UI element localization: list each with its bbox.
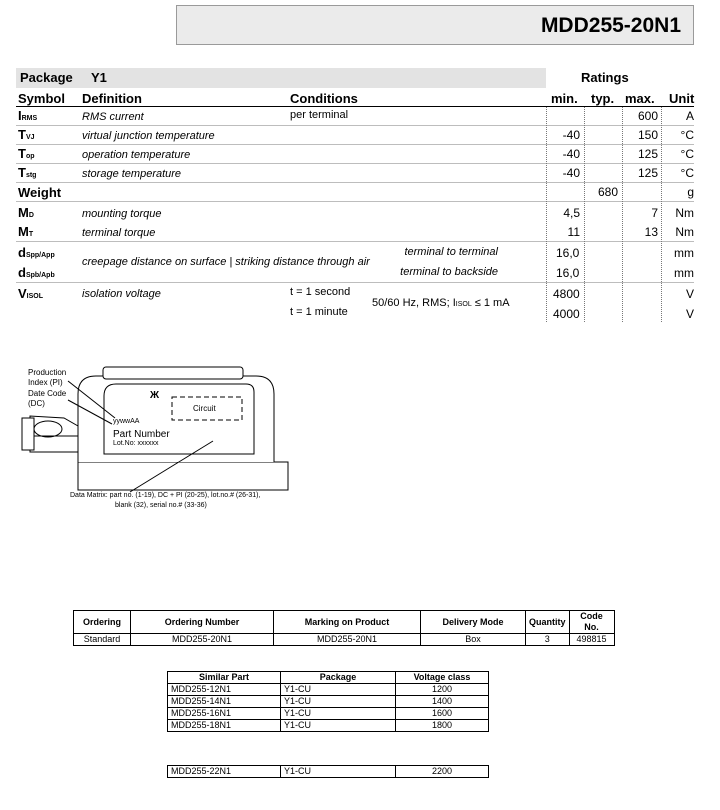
ordering-cell: Standard	[74, 634, 131, 646]
min-tstg: -40	[562, 166, 580, 180]
min-creep-1: 16,0	[556, 246, 580, 260]
max-tstg: 125	[637, 166, 658, 180]
similar-cell: MDD255-22N1	[168, 766, 281, 778]
symbol-top: Top	[18, 146, 35, 161]
yywwaa-label: yywwAA	[113, 418, 140, 425]
ordering-cell: 3	[526, 634, 570, 646]
table-row	[168, 766, 489, 778]
similar-header: Voltage class	[396, 672, 489, 684]
similar-cell: 1800	[396, 720, 489, 732]
max-irms: 600	[637, 109, 658, 123]
def-tstg: storage temperature	[82, 168, 182, 180]
similar-header-row	[168, 672, 489, 684]
symbol-dspp: dSpp/App	[18, 245, 55, 260]
ordering-header: Ordering Number	[131, 611, 274, 634]
table-row	[168, 720, 489, 732]
min-top: -40	[562, 147, 580, 161]
col-conditions: Conditions	[290, 91, 358, 106]
part-number-label: Part Number	[113, 429, 170, 440]
min-creep-2: 16,0	[556, 266, 580, 280]
similar-cell: 1200	[396, 684, 489, 696]
def-md: mounting torque	[82, 208, 162, 220]
ul-mark: Ж	[150, 390, 160, 401]
similar-cell: Y1-CU	[281, 696, 396, 708]
cond-frequency: 50/60 Hz, RMS; IISOL ≤ 1 mA	[372, 297, 510, 309]
base-plate	[78, 462, 288, 490]
col-typ: typ.	[591, 91, 615, 106]
symbol-tvj: TVJ	[18, 127, 35, 142]
col-min: min.	[551, 91, 578, 106]
symbol-irms: IRMS	[18, 108, 38, 123]
min-tvj: -40	[562, 128, 580, 142]
col-definition: Definition	[82, 91, 142, 106]
package-name: Y1	[91, 70, 107, 85]
def-top: operation temperature	[82, 149, 191, 161]
cond-terminal-to-backside: terminal to backside	[400, 266, 498, 278]
module-top	[103, 367, 243, 379]
unit-mt: Nm	[675, 225, 694, 239]
similar-cell: MDD255-18N1	[168, 720, 281, 732]
ordering-cell: 498815	[569, 634, 614, 646]
ordering-cell: Box	[421, 634, 526, 646]
date-code-label: Date Code (DC)	[28, 389, 67, 408]
col-max: max.	[625, 91, 655, 106]
unit-creep-1: mm	[674, 246, 694, 260]
ordering-table	[73, 610, 615, 646]
similar-header: Similar Part	[168, 672, 281, 684]
unit-visol-1: V	[685, 287, 694, 301]
unit-md: Nm	[675, 206, 694, 220]
min-visol-2: 4000	[553, 307, 580, 321]
ordering-header: Quantity	[526, 611, 570, 634]
table-row	[168, 696, 489, 708]
similar-cell: Y1-CU	[281, 720, 396, 732]
ordering-cell: MDD255-20N1	[274, 634, 421, 646]
table-row	[74, 634, 615, 646]
unit-weight: g	[687, 185, 694, 199]
typ-weight: 680	[597, 185, 618, 199]
def-tvj: virtual junction temperature	[82, 130, 215, 142]
cond-1-minute: t = 1 minute	[290, 306, 348, 318]
production-index-label: Production Index (PI)	[28, 368, 67, 387]
similar-cell: MDD255-16N1	[168, 708, 281, 720]
ordering-cell: MDD255-20N1	[131, 634, 274, 646]
ratings-label: Ratings	[581, 70, 629, 85]
similar-cell: MDD255-12N1	[168, 684, 281, 696]
symbol-dspb: dSpb/Apb	[18, 265, 55, 280]
table-row	[168, 708, 489, 720]
col-unit: Unit	[669, 91, 695, 106]
part-number-title: MDD255-20N1	[540, 14, 681, 37]
extra-part-table	[167, 765, 489, 778]
symbol-tstg: Tstg	[18, 165, 37, 180]
ordering-header: Marking on Product	[274, 611, 421, 634]
data-matrix-caption-2: blank (32), serial no.# (33-36)	[115, 502, 207, 509]
cond-irms: per terminal	[290, 109, 349, 121]
similar-parts-table	[167, 671, 489, 732]
ordering-header-row	[74, 611, 615, 634]
symbol-visol: VISOL	[18, 286, 44, 301]
similar-cell: Y1-CU	[281, 684, 396, 696]
symbol-md: MD	[18, 205, 34, 220]
min-visol-1: 4800	[553, 287, 580, 301]
circuit-label: Circuit	[193, 404, 216, 413]
terminal-screw	[34, 421, 62, 437]
unit-tvj: °C	[680, 128, 694, 142]
terminal-end	[22, 418, 34, 450]
def-visol: isolation voltage	[82, 288, 161, 300]
unit-top: °C	[680, 147, 694, 161]
similar-cell: MDD255-14N1	[168, 696, 281, 708]
similar-header: Package	[281, 672, 396, 684]
cond-1-second: t = 1 second	[290, 286, 351, 298]
col-symbol: Symbol	[18, 91, 65, 106]
similar-cell: Y1-CU	[281, 766, 396, 778]
ordering-header: Delivery Mode	[421, 611, 526, 634]
similar-cell: 1400	[396, 696, 489, 708]
max-top: 125	[637, 147, 658, 161]
unit-creep-2: mm	[674, 266, 694, 280]
max-mt: 13	[644, 225, 658, 239]
cond-terminal-to-terminal: terminal to terminal	[404, 246, 498, 258]
symbol-mt: MT	[18, 224, 34, 239]
ordering-header: Ordering	[74, 611, 131, 634]
similar-cell: 1600	[396, 708, 489, 720]
similar-cell: 2200	[396, 766, 489, 778]
min-md: 4,5	[563, 206, 580, 220]
unit-irms: A	[685, 109, 694, 123]
similar-cell: Y1-CU	[281, 708, 396, 720]
max-tvj: 150	[637, 128, 658, 142]
ordering-header: Code No.	[569, 611, 614, 634]
max-md: 7	[651, 206, 658, 220]
unit-tstg: °C	[680, 166, 694, 180]
unit-visol-2: V	[685, 307, 694, 321]
min-mt: 11	[567, 225, 580, 239]
data-matrix-caption: Data Matrix: part no. (1-19), DC + PI (20-25), lot.no.# (26-31),	[70, 492, 261, 499]
def-irms: RMS current	[82, 111, 144, 123]
table-row	[168, 684, 489, 696]
weight-label: Weight	[18, 185, 62, 200]
def-mt: terminal torque	[82, 227, 156, 239]
lot-number-label: Lot.No: xxxxxx	[113, 440, 159, 447]
def-creepage: creepage distance on surface | striking distance through air	[82, 256, 370, 268]
package-label: Package	[20, 70, 73, 85]
